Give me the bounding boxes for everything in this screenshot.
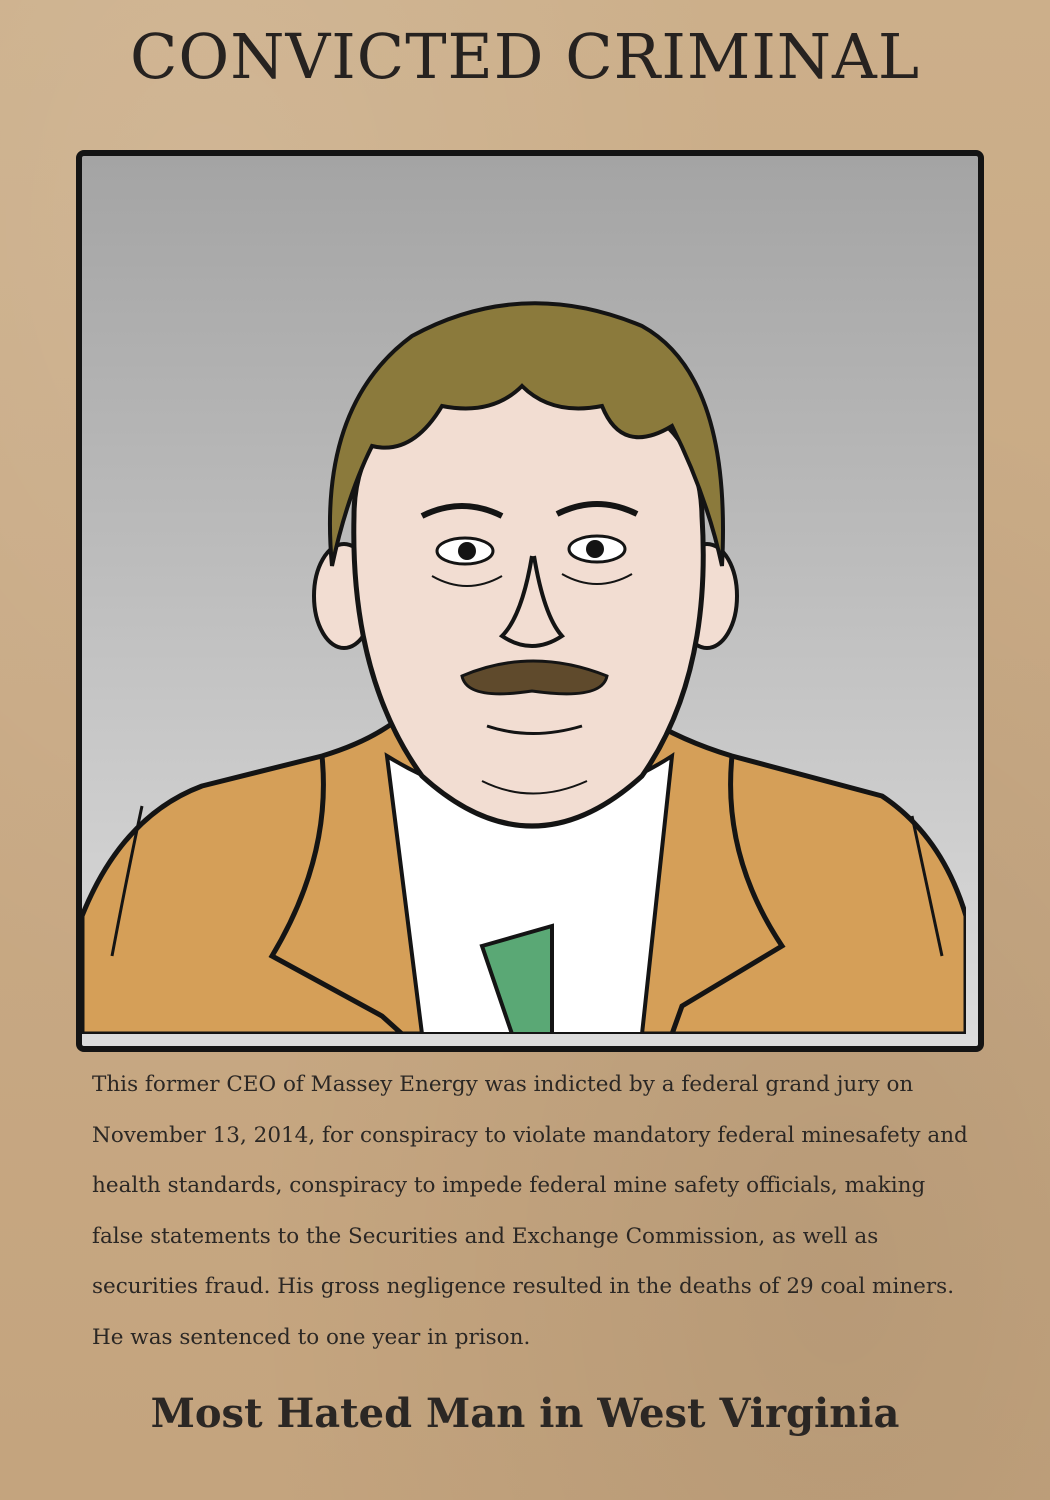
poster-tagline: Most Hated Man in West Virginia <box>150 1390 900 1437</box>
poster-headline: CONVICTED CRIMINAL <box>129 20 921 93</box>
portrait-illustration-icon <box>82 156 966 1034</box>
bio-text: This former CEO of Massey Energy was indicted by a federal grand jury on November 13, 2014, for conspiracy to violate mandatory federal minesafety and health standards, conspiracy to impede federal mine safety officials, making false statements to the Securities and Exchange Commission, as well as securities fraud. His gross negligence resulted in the deaths of 29 coal miners. He was sentenced to one year in prison. <box>92 1072 968 1350</box>
portrait-frame <box>76 150 984 1052</box>
